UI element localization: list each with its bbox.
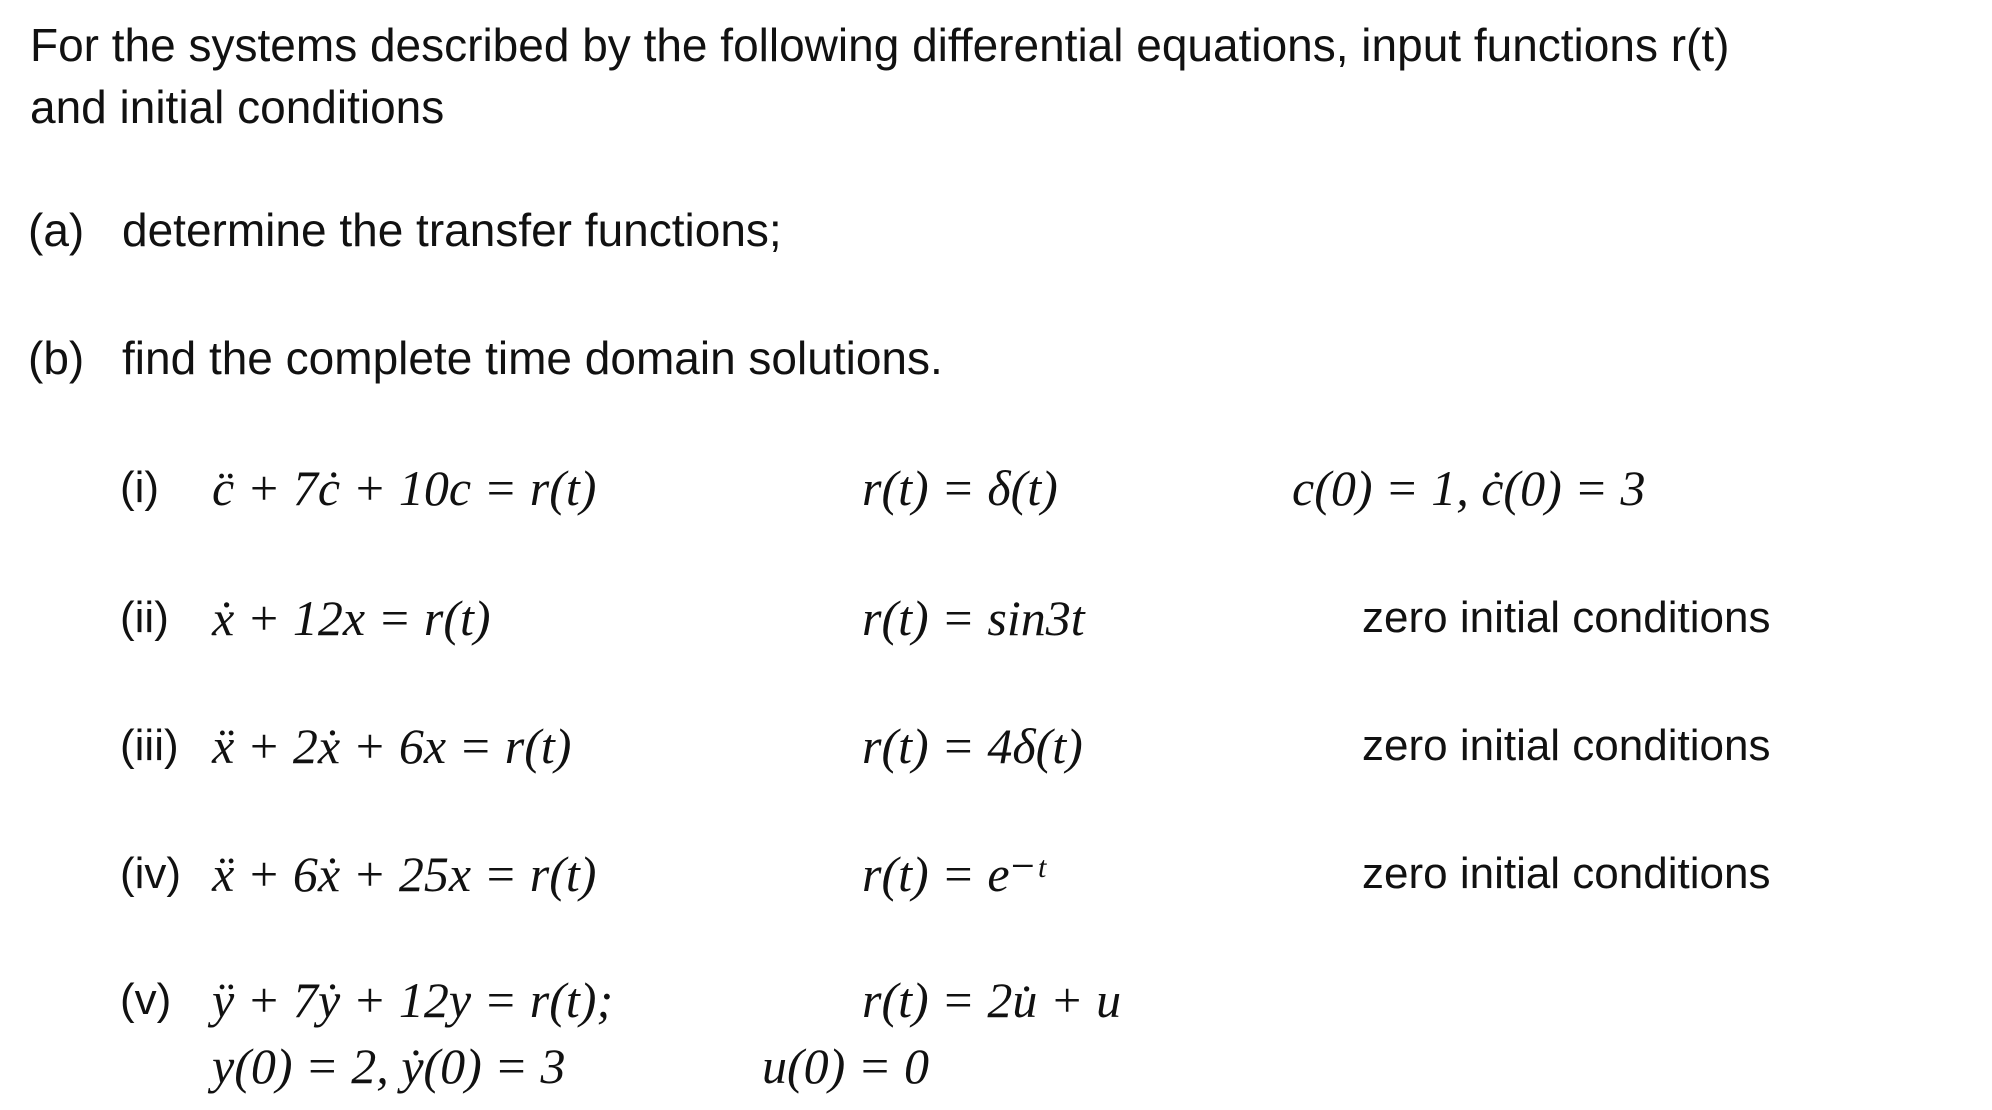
system-row-i xyxy=(0,456,1992,526)
system-row-iii xyxy=(0,714,1992,784)
initial-conditions: zero initial conditions xyxy=(1362,721,1771,770)
part-a xyxy=(28,200,782,260)
system-label: (iii) xyxy=(120,721,179,770)
initial-conditions-u: u(0) = 0 xyxy=(762,1038,930,1094)
system-row-ii xyxy=(0,586,1992,656)
initial-conditions-y: y(0) = 2, ẏ(0) = 3 xyxy=(212,1038,566,1094)
system-label: (ii) xyxy=(120,593,169,642)
system-equation: ẍ + 2ẋ + 6x = r(t) xyxy=(212,718,572,774)
input-function: r(t) = 2u̇ + u xyxy=(862,972,1122,1028)
part-a-text: determine the transfer functions; xyxy=(122,204,782,256)
initial-conditions: zero initial conditions xyxy=(1362,593,1771,642)
system-equation: ẍ + 6ẋ + 25x = r(t) xyxy=(212,846,597,902)
system-equation: ÿ + 7ẏ + 12y = r(t); xyxy=(212,972,614,1028)
system-row-iv xyxy=(0,842,1992,912)
part-a-marker: (a) xyxy=(28,204,85,256)
input-function: r(t) = e⁻ᵗ xyxy=(862,846,1045,902)
initial-conditions: c(0) = 1, ċ(0) = 3 xyxy=(1292,460,1646,516)
system-row-v xyxy=(0,968,1992,1038)
system-equation: c̈ + 7ċ + 10c = r(t) xyxy=(212,460,597,516)
problem-intro: For the systems described by the following differential equations, input functions r(t) and initial conditions xyxy=(30,19,1730,133)
system-label: (i) xyxy=(120,463,160,512)
part-b xyxy=(28,328,943,388)
system-equation: ẋ + 12x = r(t) xyxy=(212,590,491,646)
input-function: r(t) = sin3t xyxy=(862,590,1085,646)
input-function: r(t) = δ(t) xyxy=(862,460,1058,516)
part-b-marker: (b) xyxy=(28,332,85,384)
part-b-text: find the complete time domain solutions. xyxy=(122,332,943,384)
initial-conditions: zero initial conditions xyxy=(1362,849,1771,898)
system-label: (iv) xyxy=(120,849,182,898)
system-label: (v) xyxy=(120,975,172,1024)
input-function: r(t) = 4δ(t) xyxy=(862,718,1083,774)
